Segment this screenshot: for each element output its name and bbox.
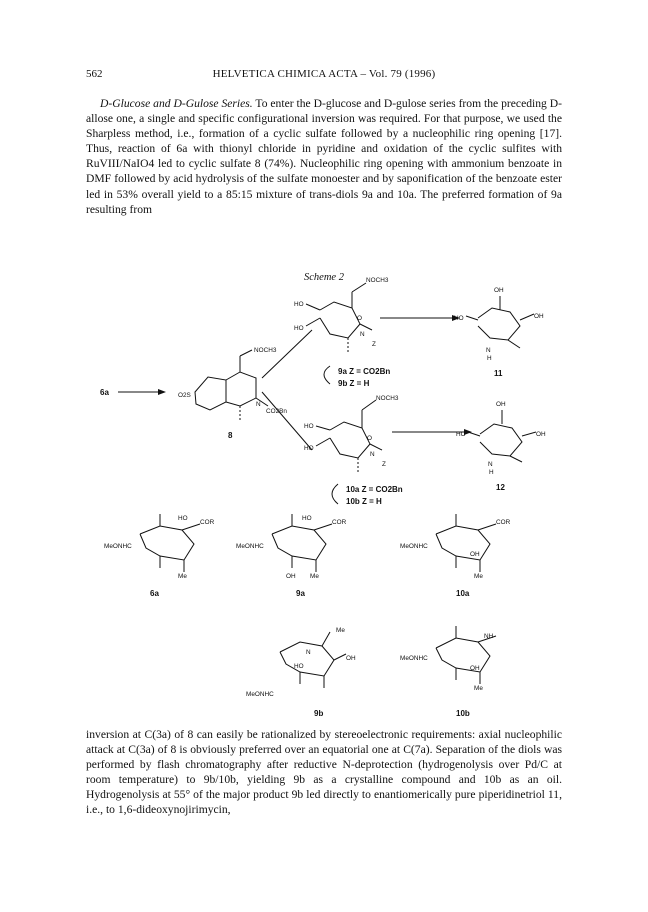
label-me-9a: Me [310,573,319,580]
label-ho-6a: HO [178,515,188,522]
compound-12: 12 [496,483,505,492]
label-noch3-8: NOCH3 [254,347,277,354]
compound-10a-conf: 10a [456,589,470,598]
label-oh-11-right: OH [534,313,544,320]
label-z-9a: Z [372,341,376,348]
label-ho-11: HO [454,315,464,322]
paragraph-bottom [86,727,562,818]
label-cor-9a: COR [332,519,347,526]
label-ho-9a-2: HO [294,325,304,332]
label-ho-9a-1: HO [294,301,304,308]
label-n-8: N [256,401,261,408]
label-oh-9a-conf: OH [286,573,296,580]
label-n-9b: N [306,649,311,656]
label-ho-9a-conf: HO [302,515,312,522]
label-o-9a: O [357,315,362,322]
label-me-6a: Me [178,573,187,580]
label-ho-10a-2: HO [304,445,314,452]
compound-8: 8 [228,431,233,440]
label-meonhc-9a: MeONHC [236,543,264,550]
label-oh-12-top: OH [496,401,506,408]
label-n-12: N [488,461,493,468]
label-ho-10a-1: HO [304,423,314,430]
label-h-11: H [487,355,492,362]
label-oh-12-right: OH [536,431,546,438]
section-heading: D-Glucose and D-Gulose Series. [100,97,253,110]
label-me-10b: Me [474,685,483,692]
compound-9b-conf: 9b [314,709,324,718]
compound-10b-z: 10b Z = H [346,497,382,506]
journal-title: HELVETICA CHIMICA ACTA – Vol. 79 (1996) [212,68,436,80]
label-cor-10a: COR [496,519,511,526]
label-meonhc-9b: MeONHC [246,691,274,698]
compound-9a-conf: 9a [296,589,305,598]
label-o2s: O2S [178,392,191,399]
label-meonhc-6a: MeONHC [104,543,132,550]
label-noch3-9a: NOCH3 [366,277,389,284]
paragraph-bottom-text: inversion at C(3a) of 8 can easily be rationalized by stereoelectronic requirements: axial nucleophilic attack at C(3a) of 8 is obviously preferred over an equatorial one at C(7a). Separation of the diols was performed by flash chromatography after reductive N-deprotection (hydrogenolysis over Pd/C at room temperature) to 9b/10b, yielding 9b as a crystalline compound and 10b as an oil. Hydrogenolysis at 55° of the major product 9b led directly to enantiomerically pure piperidinetriol 11, i.e., to 1,6-dideoxynojirimycin, [86,728,562,817]
page-number: 562 [86,68,103,80]
compound-9b-z: 9b Z = H [338,379,370,388]
label-n-11: N [486,347,491,354]
compound-6a-conf: 6a [150,589,159,598]
label-h-12: H [489,469,494,476]
label-o-10a: O [367,435,372,442]
label-me-10a: Me [474,573,483,580]
label-noch3-10a: NOCH3 [376,395,399,402]
label-me-9b: Me [336,627,345,634]
label-n-10a: N [370,451,375,458]
label-oh-9b: OH [346,655,356,662]
label-oh-10a-conf: OH [470,551,480,558]
compound-9a-z: 9a Z = CO2Bn [338,367,391,376]
compound-10a-z: 10a Z = CO2Bn [346,485,403,494]
label-co2bn-8: CO2Bn [266,408,287,415]
compound-6a-start: 6a [100,388,109,397]
label-ho-12: HO [456,431,466,438]
compound-11: 11 [494,369,503,378]
label-z-10a: Z [382,461,386,468]
label-cor-6a: COR [200,519,215,526]
label-oh-11-top: OH [494,287,504,294]
label-meonhc-10a: MeONHC [400,543,428,550]
paragraph-top-text: To enter the D-glucose and D-gulose series from the preceding D-allose one, a single and specific configurational inversion was required. For that purpose, we used the Sharpless method, i.e., formation of a cyclic sulfate followed by a nucleophilic ring opening [17]. Thus, reaction of 6a with thionyl chloride in pyridine and oxidation of the cyclic sulfites with RuVIII/NaIO4 led to cyclic sulfate 8 (74%). Nucleophilic ring opening with ammonium benzoate in DMF followed by acid hydrolysis of the sulfate monoester and by saponification of the benzoate ester led in 53% overall yield to a 85:15 mixture of trans-diols 9a and 10a. The preferred formation of 9a resulting from [86,97,562,216]
label-nh-10b: NH [484,633,494,640]
scheme-title: Scheme 2 [304,272,344,283]
compound-10b-conf: 10b [456,709,470,718]
label-ho-9b: HO [294,663,304,670]
label-meonhc-10b: MeONHC [400,655,428,662]
label-n-9a: N [360,331,365,338]
label-oh-10b: OH [470,665,480,672]
